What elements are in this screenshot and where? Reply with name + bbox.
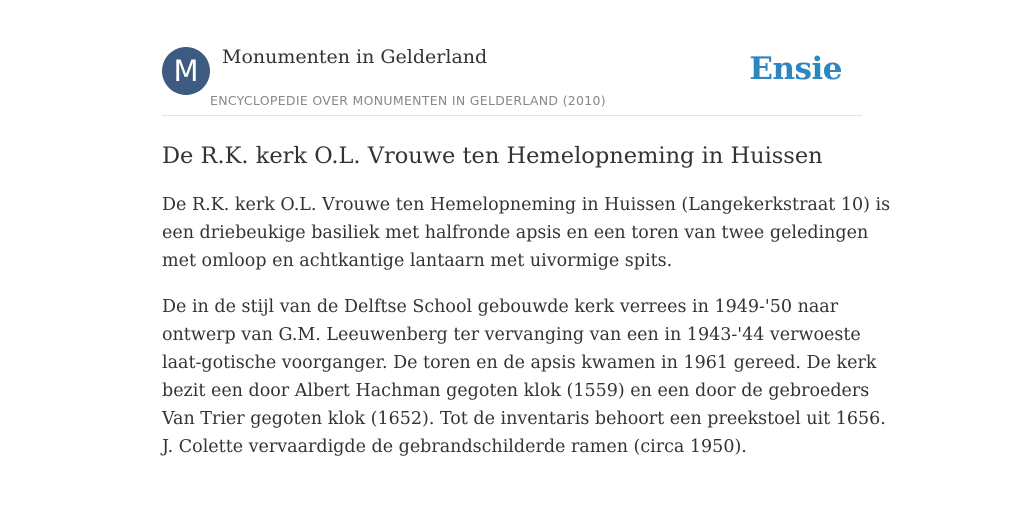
article-paragraph-2: [162, 293, 886, 461]
paragraph-line: J. Colette vervaardigde de gebrandschilderde ramen (circa 1950).: [162, 437, 747, 457]
ensie-logo[interactable]: Ensie: [749, 51, 842, 87]
paragraph-line: een driebeukige basiliek met halfronde apsis en een toren van twee geledingen: [162, 223, 869, 243]
source-header: [162, 44, 862, 116]
article-card: [162, 44, 891, 461]
paragraph-line: bezit een door Albert Hachman gegoten klok (1559) en een door de gebroeders: [162, 381, 870, 401]
paragraph-line: De in de stijl van de Delftse School gebouwde kerk verrees in 1949-'50 naar: [162, 297, 839, 317]
paragraph-line: laat-gotische voorganger. De toren en de apsis kwamen in 1961 gereed. De kerk: [162, 353, 877, 373]
article-paragraph-1: [162, 191, 891, 275]
paragraph-line: Van Trier gegoten klok (1652). Tot de inventaris behoort een preekstoel uit 1656.: [162, 409, 886, 429]
source-subtitle: ENCYCLOPEDIE OVER MONUMENTEN IN GELDERLAND (2010): [210, 93, 606, 108]
paragraph-line: De R.K. kerk O.L. Vrouwe ten Hemelopneming in Huissen (Langekerkstraat 10) is: [162, 195, 891, 215]
source-title-link[interactable]: Monumenten in Gelderland: [222, 46, 488, 68]
source-avatar[interactable]: M: [162, 47, 210, 95]
paragraph-line: met omloop en achtkantige lantaarn met uivormige spits.: [162, 251, 673, 271]
article-title: De R.K. kerk O.L. Vrouwe ten Hemelopneming in Huissen: [162, 143, 823, 169]
paragraph-line: ontwerp van G.M. Leeuwenberg ter vervanging van een in 1943-'44 verwoeste: [162, 325, 861, 345]
